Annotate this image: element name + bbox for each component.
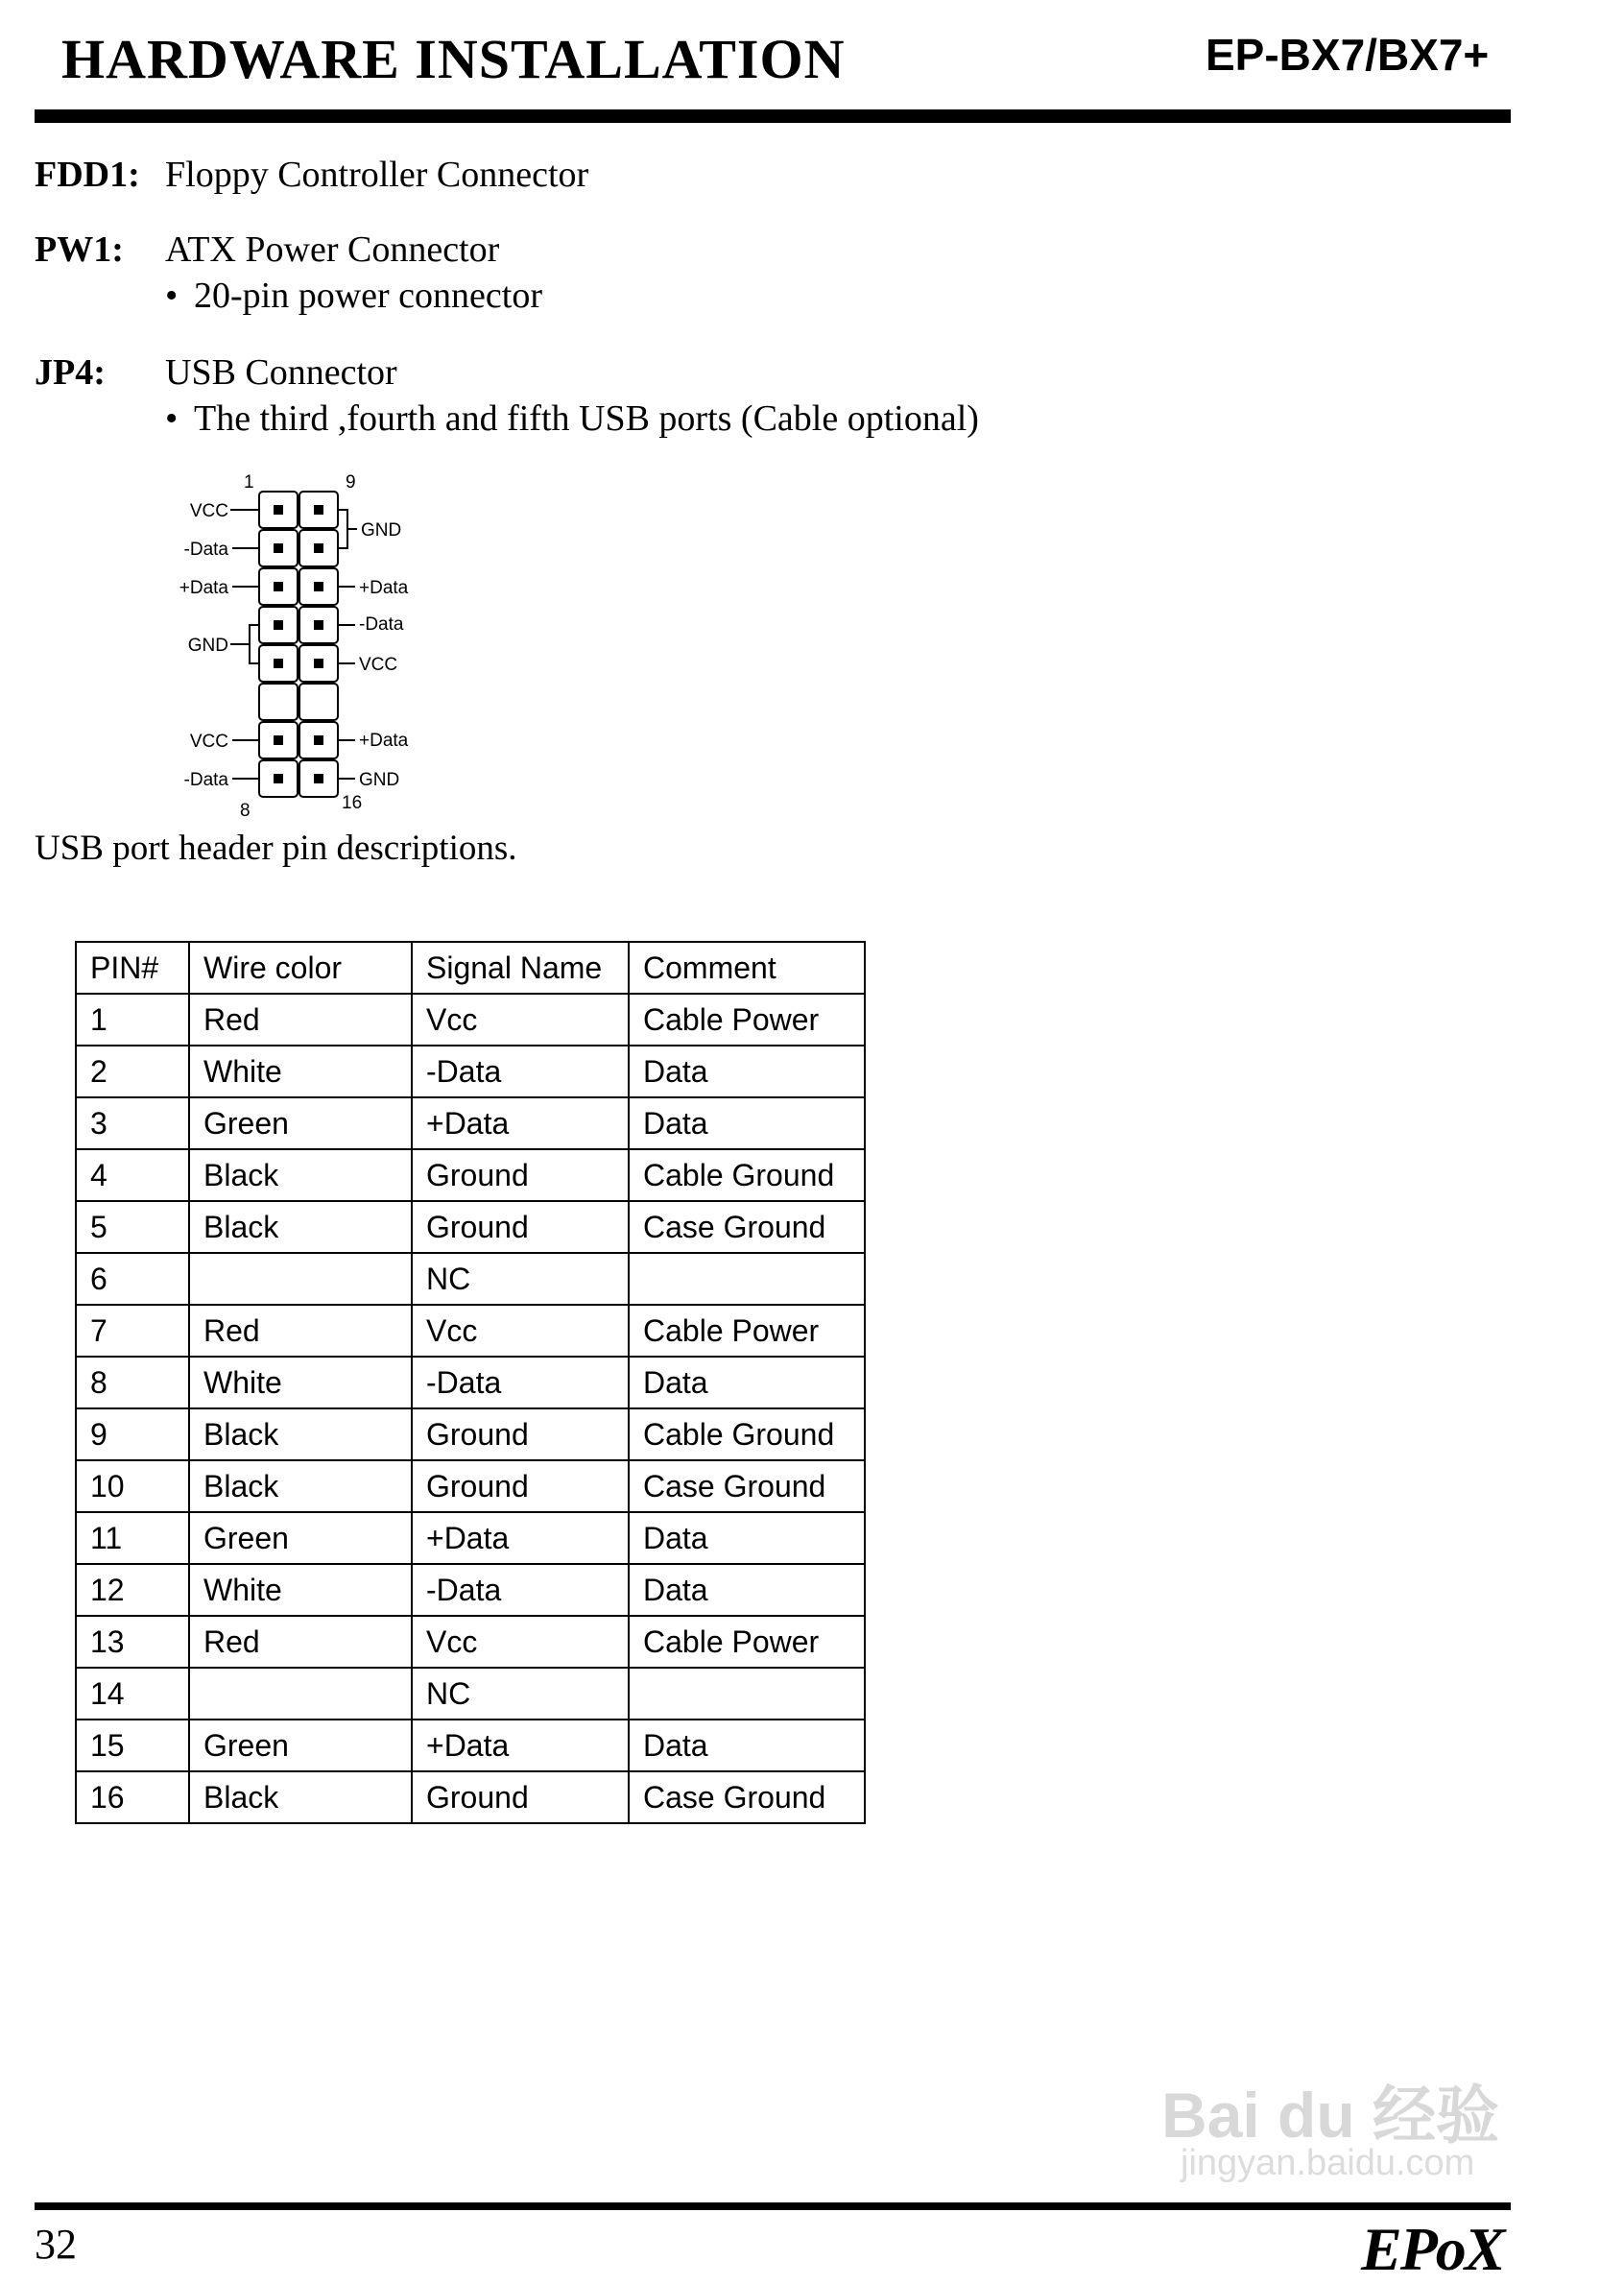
table-row <box>76 1616 865 1668</box>
pin-dot <box>314 543 323 553</box>
pin-dot <box>314 774 323 783</box>
left-pin-label: -Data <box>183 540 228 560</box>
pin-number-9: 9 <box>346 472 356 493</box>
watermark-logo: Bai du 经验 <box>1161 2080 1500 2151</box>
pin-number-1: 1 <box>244 472 254 493</box>
pin-number-8: 8 <box>240 801 251 820</box>
usb-pin-table-body <box>76 942 865 1823</box>
table-cell: 7 <box>76 1305 189 1357</box>
table-cell: 3 <box>76 1097 189 1149</box>
table-cell: Green <box>189 1720 412 1771</box>
usb-pin-table <box>75 941 866 1824</box>
bullet-mark: • <box>165 398 179 439</box>
table-cell: White <box>189 1564 412 1616</box>
table-cell: 4 <box>76 1149 189 1201</box>
table-cell: 14 <box>76 1668 189 1720</box>
table-cell: Black <box>189 1149 412 1201</box>
table-cell <box>189 1668 412 1720</box>
table-cell: 12 <box>76 1564 189 1616</box>
table-cell: 8 <box>76 1357 189 1408</box>
table-cell: Ground <box>412 1149 629 1201</box>
table-cell: +Data <box>412 1097 629 1149</box>
table-header-cell: Comment <box>629 942 865 994</box>
table-cell: NC <box>412 1668 629 1720</box>
table-cell: Cable Ground <box>629 1149 865 1201</box>
table-cell: 10 <box>76 1460 189 1512</box>
table-row <box>76 1253 865 1305</box>
right-pin-label: +Data <box>359 731 409 751</box>
table-cell: 15 <box>76 1720 189 1771</box>
jp4-description: USB Connector <box>165 352 397 393</box>
table-cell: Data <box>629 1512 865 1564</box>
pin-cell-empty <box>259 684 298 720</box>
table-cell: Green <box>189 1097 412 1149</box>
page-header-title: HARDWARE INSTALLATION <box>61 28 846 90</box>
gnd-bracket-left <box>250 625 259 663</box>
pw1-bullet <box>165 273 542 319</box>
table-row <box>76 1564 865 1616</box>
left-pin-label: -Data <box>183 770 228 790</box>
table-header-cell: Signal Name <box>412 942 629 994</box>
table-cell: +Data <box>412 1512 629 1564</box>
pin-dot <box>274 659 283 668</box>
table-cell: White <box>189 1046 412 1097</box>
jp4-bullet-text: The third ,fourth and fifth USB ports (Cable optional) <box>194 398 979 439</box>
table-cell: Cable Power <box>629 1305 865 1357</box>
gnd-bracket-right <box>338 510 347 548</box>
table-cell: Case Ground <box>629 1771 865 1823</box>
table-cell: Ground <box>412 1460 629 1512</box>
table-row <box>76 1512 865 1564</box>
left-pin-label: GND <box>187 636 228 656</box>
table-cell: +Data <box>412 1720 629 1771</box>
brand-logo: EPoX <box>1361 2215 1504 2283</box>
pw1-bullet-text: 20-pin power connector <box>194 276 542 316</box>
left-pin-label: VCC <box>189 501 228 521</box>
table-row <box>76 994 865 1046</box>
right-pin-label: VCC <box>359 655 398 675</box>
usb-pin-diagram-svg <box>163 465 451 820</box>
table-cell: Green <box>189 1512 412 1564</box>
table-cell: 16 <box>76 1771 189 1823</box>
jp4-label: JP4: <box>35 352 106 393</box>
right-pin-label: +Data <box>359 578 409 598</box>
table-cell: Red <box>189 1616 412 1668</box>
table-row <box>76 1771 865 1823</box>
pin-number-16: 16 <box>342 793 363 813</box>
pin-dot <box>314 659 323 668</box>
pin-cell-empty <box>299 684 338 720</box>
table-cell: -Data <box>412 1357 629 1408</box>
table-cell: Vcc <box>412 994 629 1046</box>
table-cell: Data <box>629 1357 865 1408</box>
table-cell: Ground <box>412 1201 629 1253</box>
table-header-cell: Wire color <box>189 942 412 994</box>
table-row <box>76 1408 865 1460</box>
table-cell: Data <box>629 1046 865 1097</box>
table-cell: White <box>189 1357 412 1408</box>
table-row <box>76 1305 865 1357</box>
table-row <box>76 1460 865 1512</box>
pin-dot <box>274 774 283 783</box>
pw1-description: ATX Power Connector <box>165 229 500 270</box>
left-pin-label: VCC <box>189 732 228 752</box>
pin-dot <box>314 735 323 745</box>
table-cell: Black <box>189 1771 412 1823</box>
model-name: EP-BX7/BX7+ <box>1206 30 1490 80</box>
table-row <box>76 1720 865 1771</box>
table-cell: Case Ground <box>629 1201 865 1253</box>
table-cell: Cable Power <box>629 994 865 1046</box>
table-cell: Data <box>629 1564 865 1616</box>
table-row <box>76 1149 865 1201</box>
pin-dot <box>314 505 323 515</box>
table-cell <box>629 1253 865 1305</box>
header-rule <box>35 109 1511 123</box>
table-cell: 2 <box>76 1046 189 1097</box>
table-cell: 6 <box>76 1253 189 1305</box>
watermark-url: jingyan.baidu.com <box>1181 2143 1475 2183</box>
fdd1-description: Floppy Controller Connector <box>165 155 589 195</box>
table-cell: Black <box>189 1460 412 1512</box>
pin-dot <box>274 582 283 591</box>
table-header-row <box>76 942 865 994</box>
right-pin-label: GND <box>359 770 400 790</box>
pin-cells <box>259 492 338 797</box>
table-cell <box>629 1668 865 1720</box>
table-row <box>76 1097 865 1149</box>
table-cell: Data <box>629 1720 865 1771</box>
table-cell: Cable Ground <box>629 1408 865 1460</box>
table-cell: Ground <box>412 1408 629 1460</box>
table-cell: Red <box>189 1305 412 1357</box>
table-cell: Case Ground <box>629 1460 865 1512</box>
table-cell: Black <box>189 1408 412 1460</box>
table-cell: 9 <box>76 1408 189 1460</box>
page-number: 32 <box>35 2221 77 2268</box>
bullet-mark: • <box>165 276 179 316</box>
table-cell <box>189 1253 412 1305</box>
table-cell: Cable Power <box>629 1616 865 1668</box>
table-cell: 5 <box>76 1201 189 1253</box>
table-cell: Vcc <box>412 1305 629 1357</box>
table-header-cell: PIN# <box>76 942 189 994</box>
footer-rule <box>35 2202 1511 2210</box>
pin-dot <box>314 582 323 591</box>
table-row <box>76 1357 865 1408</box>
right-pin-label: -Data <box>359 614 404 635</box>
table-cell: Vcc <box>412 1616 629 1668</box>
table-cell: Black <box>189 1201 412 1253</box>
table-row <box>76 1668 865 1720</box>
pin-dot <box>274 735 283 745</box>
table-cell: 13 <box>76 1616 189 1668</box>
pin-dot <box>314 620 323 630</box>
pw1-label: PW1: <box>35 229 124 270</box>
pin-dot <box>274 505 283 515</box>
table-row <box>76 1201 865 1253</box>
fdd1-label: FDD1: <box>35 155 140 195</box>
table-cell: Red <box>189 994 412 1046</box>
table-row <box>76 1046 865 1097</box>
pin-dot <box>274 543 283 553</box>
right-pin-label: GND <box>361 520 402 541</box>
table-cell: NC <box>412 1253 629 1305</box>
table-cell: Data <box>629 1097 865 1149</box>
usb-header-diagram <box>163 465 451 820</box>
table-cell: -Data <box>412 1046 629 1097</box>
left-pin-label: +Data <box>179 578 228 598</box>
table-cell: 1 <box>76 994 189 1046</box>
table-cell: 11 <box>76 1512 189 1564</box>
table-caption: USB port header pin descriptions. <box>35 829 517 868</box>
pin-dot <box>274 620 283 630</box>
table-cell: -Data <box>412 1564 629 1616</box>
jp4-bullet <box>165 396 979 442</box>
table-cell: Ground <box>412 1771 629 1823</box>
